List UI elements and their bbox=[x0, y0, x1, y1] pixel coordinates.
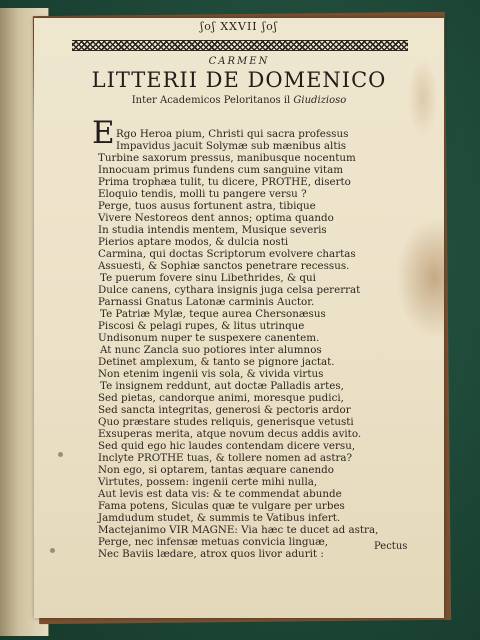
page-stain bbox=[396, 218, 444, 338]
poem-line: Te insignem reddunt, aut doctæ Palladis artes, bbox=[100, 380, 344, 392]
poem-line: Pierios aptare modos, & dulcia nosti bbox=[98, 236, 289, 248]
poem-line: Exsuperas merita, atque novum decus addis avito. bbox=[98, 428, 362, 440]
poem-title: LITTERII DE DOMENICO bbox=[91, 68, 387, 92]
poem-line: Quo præstare studes reliquis, generisque vetusti bbox=[98, 416, 354, 428]
ornamental-rule bbox=[72, 40, 408, 51]
poem-line: Vivere Nestoreos dent annos; optima quando bbox=[98, 212, 334, 224]
page-number: ʃoʃ XXVII ʃoʃ bbox=[200, 20, 278, 33]
poem-line: Prima trophæa tulit, tu dicere, PROTHE, diserto bbox=[98, 176, 351, 188]
poem-line: Eloquio tendis, molli tu pangere versu ? bbox=[98, 188, 307, 200]
poem-line: Nec Baviis lædare, atrox quos livor adurit : bbox=[98, 548, 324, 560]
poem-line: Virtutes, possem: ingenii certe mihi nulla, bbox=[98, 476, 318, 488]
poem-line: Aut levis est data vis: & te commendat abunde bbox=[98, 488, 342, 500]
subtitle-text: Inter Academicos Peloritanos il bbox=[131, 95, 294, 106]
poem-line: At nunc Zancla suo potiores inter alumnos bbox=[100, 344, 322, 356]
poem-line: Impavidus jacuit Solymæ sub mænibus altis bbox=[116, 140, 347, 152]
poem-line: Non etenim ingenii vis sola, & vivida virtus bbox=[98, 368, 324, 380]
poem-line: Jamdudum studet, & summis te Vatibus infert. bbox=[98, 512, 341, 524]
poem-line: Perge, tuos ausus fortunent astra, tibique bbox=[98, 200, 316, 212]
poem-line: Innocuam primus fundens cum sanguine vitam bbox=[98, 164, 343, 176]
poem-line: Undisonum nuper te suspexere canentem. bbox=[98, 332, 320, 344]
poem-line: Inclyte PROTHE tuas, & tollere nomen ad astra? bbox=[98, 452, 353, 464]
poem-line: Te puerum fovere sinu Libethrides, & qui bbox=[100, 272, 316, 284]
poem-line: Sed pietas, candorque animi, moresque pudici, bbox=[98, 392, 344, 404]
poem-line: Parnassi Gnatus Latonæ carminis Auctor. bbox=[98, 296, 315, 308]
poem-line: Sed quid ego hic laudes contendam dicere versu, bbox=[98, 440, 356, 452]
poem-line: Detinet amplexum, & tanto se pignore jactat. bbox=[98, 356, 335, 368]
poem-line: Sed sancta integritas, generosi & pectoris ardor bbox=[98, 404, 351, 416]
poem-line: Rgo Heroa pium, Christi qui sacra professus bbox=[116, 128, 349, 140]
subtitle-italic: Giudizioso bbox=[293, 95, 347, 106]
poem-line: In studia intendis mentem, Musique severis bbox=[98, 224, 327, 236]
section-heading: CARMEN bbox=[208, 56, 270, 67]
book-page bbox=[34, 18, 444, 618]
poem-subtitle bbox=[34, 95, 444, 106]
binding-hole bbox=[50, 548, 55, 553]
poem-line: Carmina, qui doctas Scriptorum evolvere chartas bbox=[98, 248, 356, 260]
poem-line: Fama potens, Siculas quæ te vulgare per urbes bbox=[98, 500, 345, 512]
poem-line: Non ego, si optarem, tantas æquare canendo bbox=[98, 464, 334, 476]
binding-hole bbox=[58, 452, 63, 457]
drop-capital: E bbox=[92, 115, 115, 151]
poem-line: Turbine saxorum pressus, manibusque nocentum bbox=[98, 152, 356, 164]
poem-line: Te Patriæ Mylæ, teque aurea Chersonæsus bbox=[100, 308, 326, 320]
poem-line: Assuesti, & Sophiæ sanctos penetrare recessus. bbox=[98, 260, 350, 272]
poem-line: Dulce canens, cythara insignis juga celsa pererrat bbox=[98, 284, 361, 296]
catchword: Pectus bbox=[374, 541, 408, 552]
poem-line: Perge, nec infensæ metuas convicia linguæ, bbox=[98, 536, 329, 548]
poem-line: Piscosi & pelagi rupes, & litus utrinque bbox=[98, 320, 305, 332]
poem-line: Mactejanimo VIR MAGNE: Via hæc te ducet ad astra, bbox=[98, 524, 379, 536]
